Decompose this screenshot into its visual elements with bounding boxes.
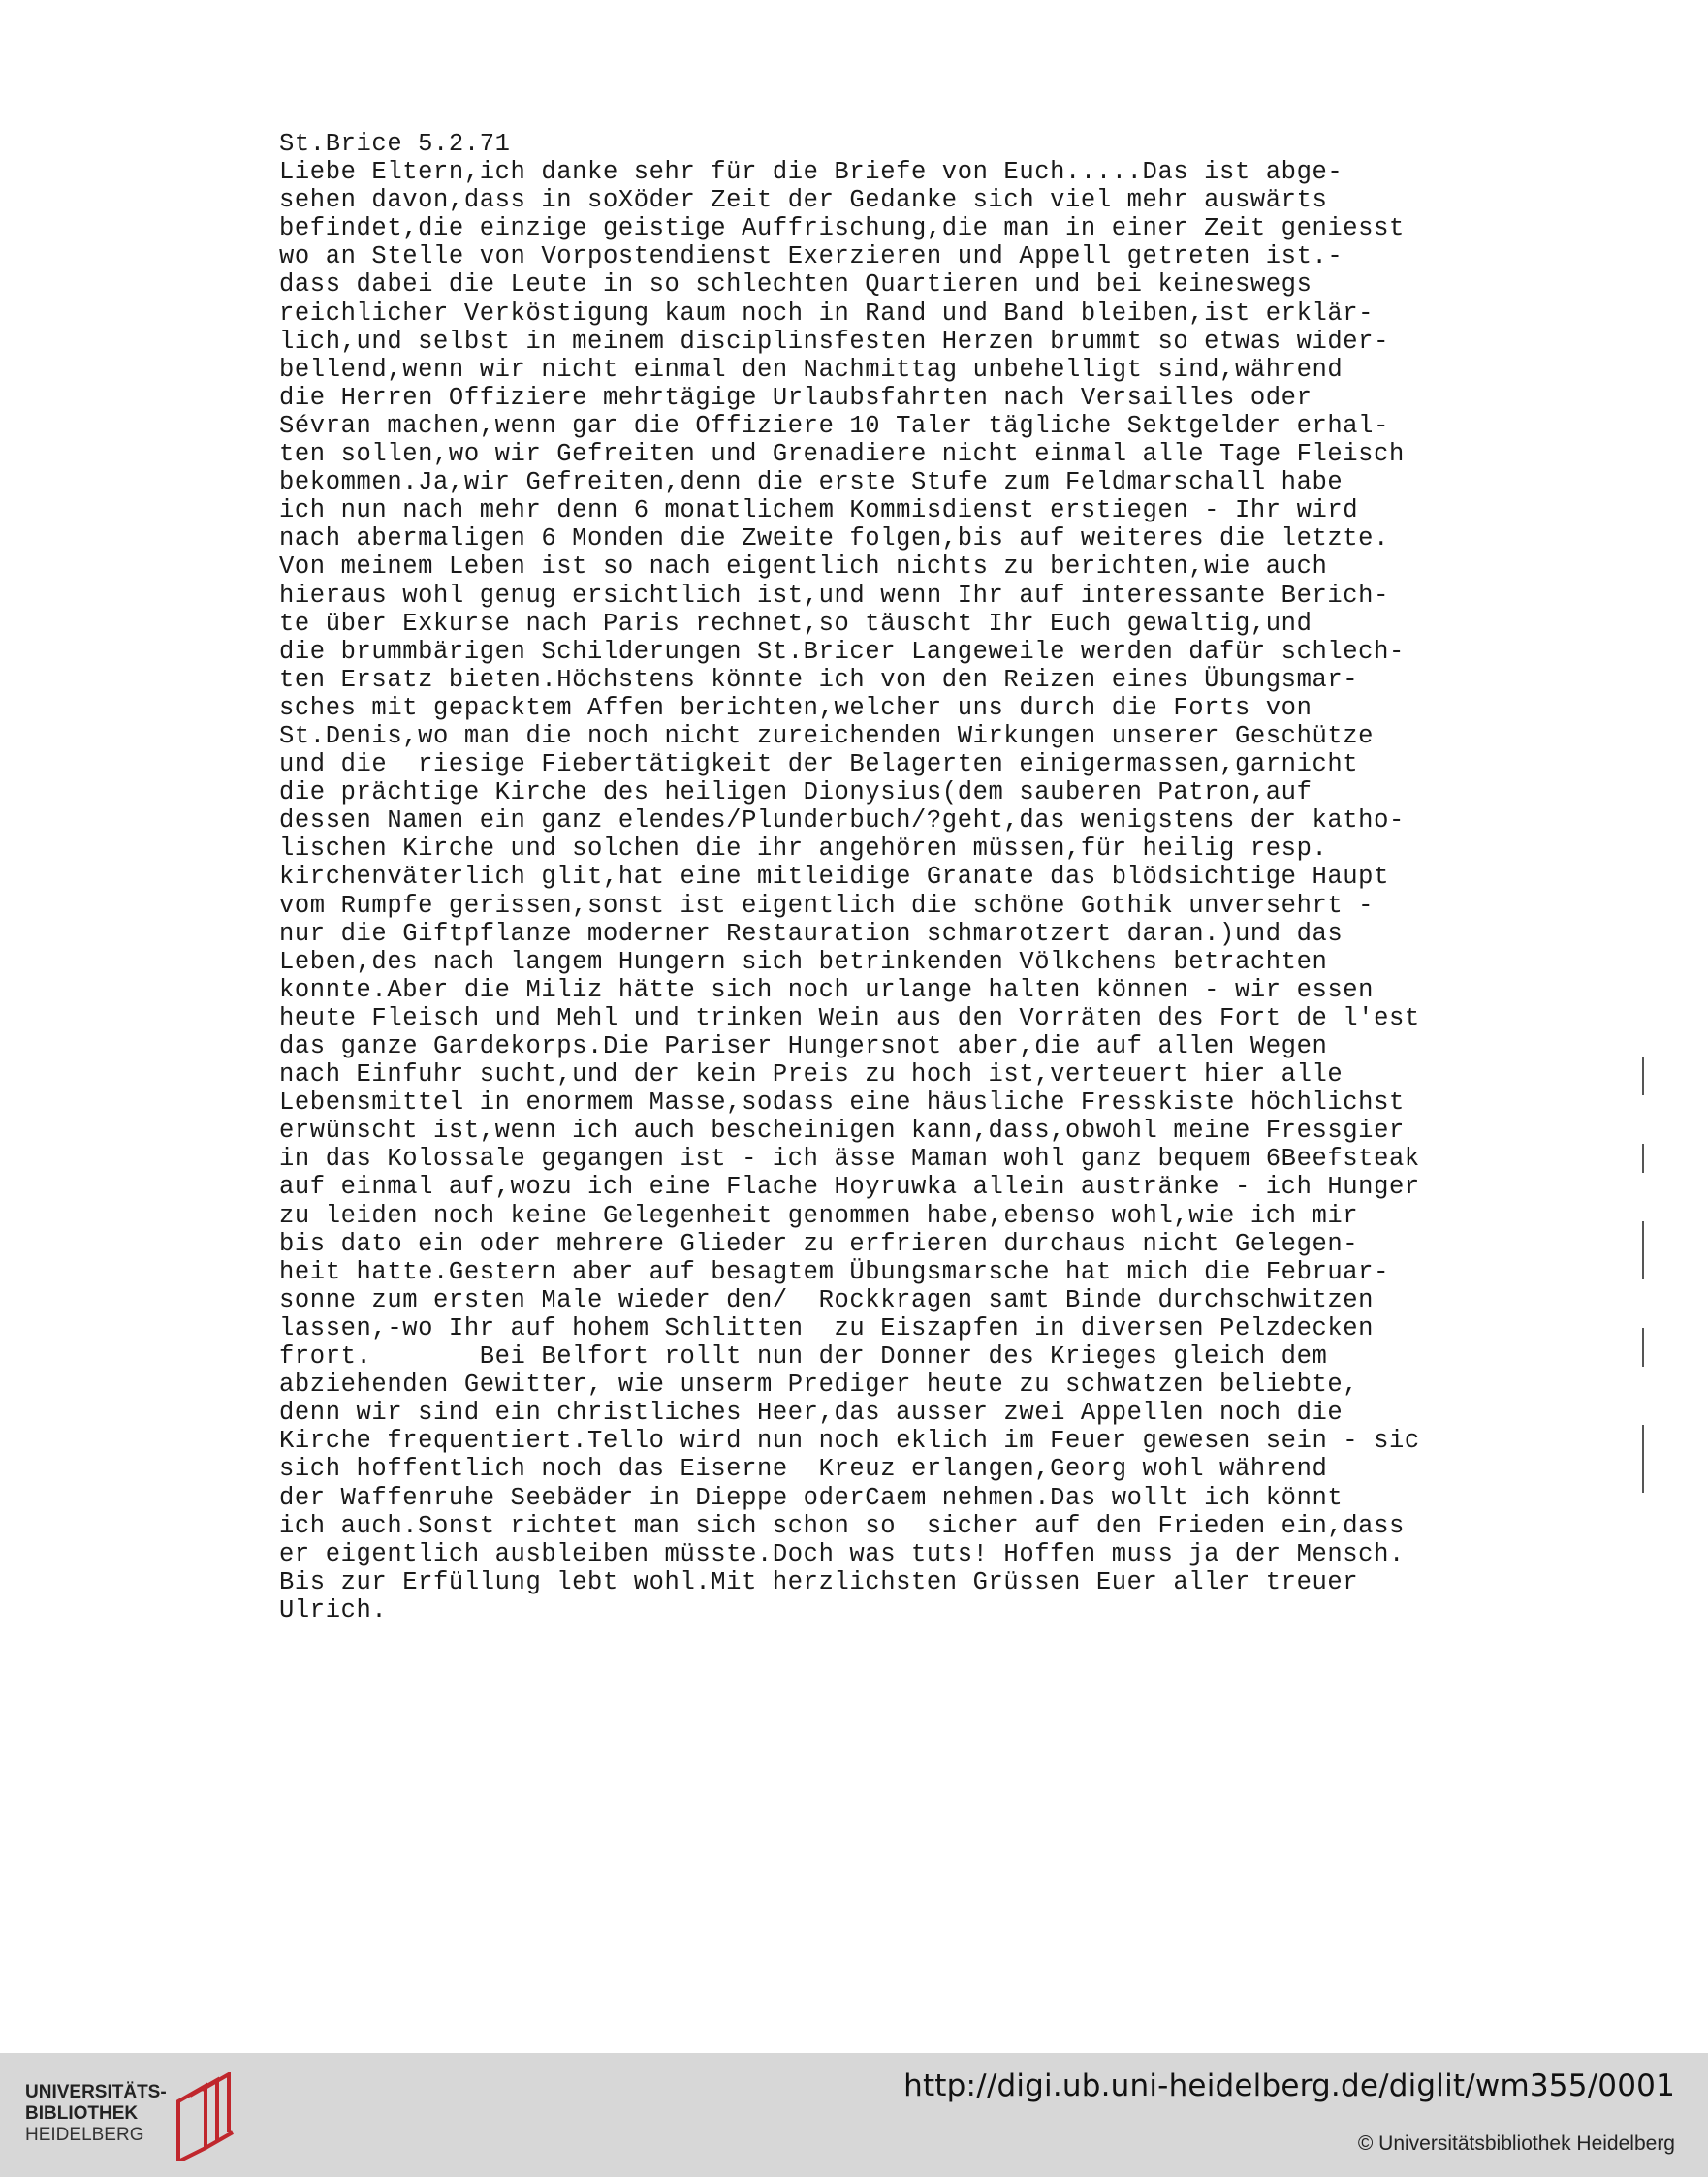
letter-line: frort. Bei Belfort rollt nun der Donner des Krieges gleich dem: [279, 1342, 1328, 1372]
letter-line: Bis zur Erfüllung lebt wohl.Mit herzlichsten Grüssen Euer aller treuer: [279, 1567, 1359, 1596]
logo-wordmark: [25, 2082, 167, 2146]
letter-line: abziehenden Gewitter, wie unserm Prediger heute zu schwatzen beliebte,: [279, 1371, 1359, 1400]
letter-line: Sévran machen,wenn gar die Offiziere 10 Taler tägliche Sektgelder erhal-: [279, 411, 1389, 440]
letter-line: wo an Stelle von Vorpostendienst Exerzieren und Appell getreten ist.-: [279, 242, 1344, 271]
letter-line: der Waffenruhe Seebäder in Dieppe oderCaem nehmen.Das wollt ich könnt: [279, 1483, 1344, 1512]
letter-line: nach Einfuhr sucht,und der kein Preis zu hoch ist,verteuert hier alle: [279, 1060, 1344, 1089]
letter-line: St.Brice 5.2.71: [279, 130, 511, 158]
logo-line-3: HEIDELBERG: [25, 2125, 144, 2145]
letter-line: er eigentlich ausbleiben müsste.Doch was tuts! Hoffen muss ja der Mensch.: [279, 1539, 1405, 1568]
letter-line: sonne zum ersten Male wieder den/ Rockkragen samt Binde durchschwitzen: [279, 1285, 1375, 1314]
letter-line: ten Ersatz bieten.Höchstens könnte ich von den Reizen eines Übungsmar-: [279, 665, 1359, 694]
letter-line: die Herren Offiziere mehrtägige Urlaubsfahrten nach Versailles oder: [279, 383, 1313, 412]
letter-line: die prächtige Kirche des heiligen Dionysius(dem sauberen Patron,auf: [279, 778, 1313, 807]
letter-line: St.Denis,wo man die noch nicht zureichenden Wirkungen unserer Geschütze: [279, 721, 1375, 750]
logo-line-2: BIBLIOTHEK: [25, 2103, 139, 2124]
letter-line: lischen Kirche und solchen die ihr angehören müssen,für heilig resp.: [279, 835, 1328, 864]
library-footer: [0, 2053, 1708, 2177]
letter-line: Ulrich.: [279, 1595, 388, 1625]
typewritten-letter: [279, 130, 1656, 1625]
letter-line: in das Kolossale gegangen ist - ich ässe Maman wohl ganz bequem 6Beefsteak: [279, 1145, 1420, 1174]
letter-line: befindet,die einzige geistige Auffrischung,die man in einer Zeit geniesst: [279, 214, 1405, 243]
letter-line: und die riesige Fiebertätigkeit der Belagerten einigermassen,garnicht: [279, 750, 1359, 779]
letter-line: ten sollen,wo wir Gefreiten und Grenadiere nicht einmal alle Tage Fleisch: [279, 440, 1405, 469]
letter-line: bis dato ein oder mehrere Glieder zu erfrieren durchaus nicht Gelegen-: [279, 1229, 1359, 1258]
letter-line: bellend,wenn wir nicht einmal den Nachmittag unbehelligt sind,während: [279, 355, 1344, 384]
letter-line: heute Fleisch und Mehl und trinken Wein aus den Vorräten des Fort de l'est: [279, 1003, 1420, 1032]
letter-line: Kirche frequentiert.Tello wird nun noch eklich im Feuer gewesen sein - sic: [279, 1427, 1420, 1456]
letter-line: zu leiden noch keine Gelegenheit genommen habe,ebenso wohl,wie ich mir: [279, 1201, 1359, 1230]
letter-line: Lebensmittel in enormem Masse,sodass eine häusliche Fresskiste höchlichst: [279, 1088, 1405, 1118]
letter-line: Leben,des nach langem Hungern sich betrinkenden Völkchens betrachten: [279, 947, 1328, 976]
letter-line: auf einmal auf,wozu ich eine Flache Hoyruwka allein austränke - ich Hunger: [279, 1173, 1420, 1202]
letter-line: ich auch.Sonst richtet man sich schon so sicher auf den Frieden ein,dass: [279, 1511, 1405, 1540]
letter-line: sches mit gepacktem Affen berichten,welcher uns durch die Forts von: [279, 693, 1313, 722]
letter-line: Liebe Eltern,ich danke sehr für die Briefe von Euch.....Das ist abge-: [279, 158, 1344, 187]
letter-line: bekommen.Ja,wir Gefreiten,denn die erste Stufe zum Feldmarschall habe: [279, 468, 1344, 497]
letter-line: sich hoffentlich noch das Eiserne Kreuz erlangen,Georg wohl während: [279, 1455, 1328, 1484]
letter-line: reichlicher Verköstigung kaum noch in Rand und Band bleiben,ist erklär-: [279, 299, 1375, 328]
letter-line: Von meinem Leben ist so nach eigentlich nichts zu berichten,wie auch: [279, 552, 1328, 582]
letter-line: ich nun nach mehr denn 6 monatlichem Kommisdienst erstiegen - Ihr wird: [279, 496, 1359, 525]
logo-line-1: UNIVERSITÄTS-: [25, 2082, 167, 2102]
letter-line: denn wir sind ein christliches Heer,das ausser zwei Appellen noch die: [279, 1399, 1344, 1428]
letter-line: das ganze Gardekorps.Die Pariser Hungersnot aber,die auf allen Wegen: [279, 1032, 1328, 1060]
letter-line: kirchenväterlich glit,hat eine mitleidige Granate das blödsichtige Haupt: [279, 863, 1389, 892]
letter-line: dessen Namen ein ganz elendes/Plunderbuch/?geht,das wenigstens der katho-: [279, 806, 1405, 836]
letter-line: dass dabei die Leute in so schlechten Quartieren und bei keineswegs: [279, 270, 1313, 300]
letter-line: erwünscht ist,wenn ich auch bescheinigen kann,dass,obwohl meine Fressgier: [279, 1117, 1405, 1146]
letter-line: konnte.Aber die Miliz hätte sich noch urlange halten können - wir essen: [279, 975, 1375, 1004]
letter-line: nach abermaligen 6 Monden die Zweite folgen,bis auf weiteres die letzte.: [279, 524, 1389, 553]
permalink-url[interactable]: http://digi.ub.uni-heidelberg.de/diglit/wm355/0001: [903, 2068, 1675, 2103]
letter-line: te über Exkurse nach Paris rechnet,so täuscht Ihr Euch gewaltig,und: [279, 609, 1313, 638]
scan-edge-marks: [1636, 1057, 1652, 1522]
letter-line: lich,und selbst in meinem disciplinsfesten Herzen brummt so etwas wider-: [279, 327, 1389, 356]
letter-line: vom Rumpfe gerissen,sonst ist eigentlich die schöne Gothik unversehrt -: [279, 891, 1375, 920]
letter-line: lassen,-wo Ihr auf hohem Schlitten zu Eiszapfen in diversen Pelzdecken: [279, 1313, 1375, 1342]
letter-line: sehen davon,dass in soXöder Zeit der Gedanke sich viel mehr auswärts: [279, 186, 1328, 215]
copyright-notice: © Universitätsbibliothek Heidelberg: [1357, 2132, 1675, 2155]
letter-line: nur die Giftpflanze moderner Restauration schmarotzert daran.)und das: [279, 919, 1344, 948]
library-logo[interactable]: [25, 2072, 248, 2161]
letter-line: heit hatte.Gestern aber auf besagtem Übungsmarsche hat mich die Februar-: [279, 1257, 1389, 1286]
letter-line: hieraus wohl genug ersichtlich ist,und wenn Ihr auf interessante Berich-: [279, 581, 1389, 610]
letter-line: die brummbärigen Schilderungen St.Bricer Langeweile werden dafür schlech-: [279, 637, 1405, 666]
book-stack-icon: [169, 2072, 246, 2161]
